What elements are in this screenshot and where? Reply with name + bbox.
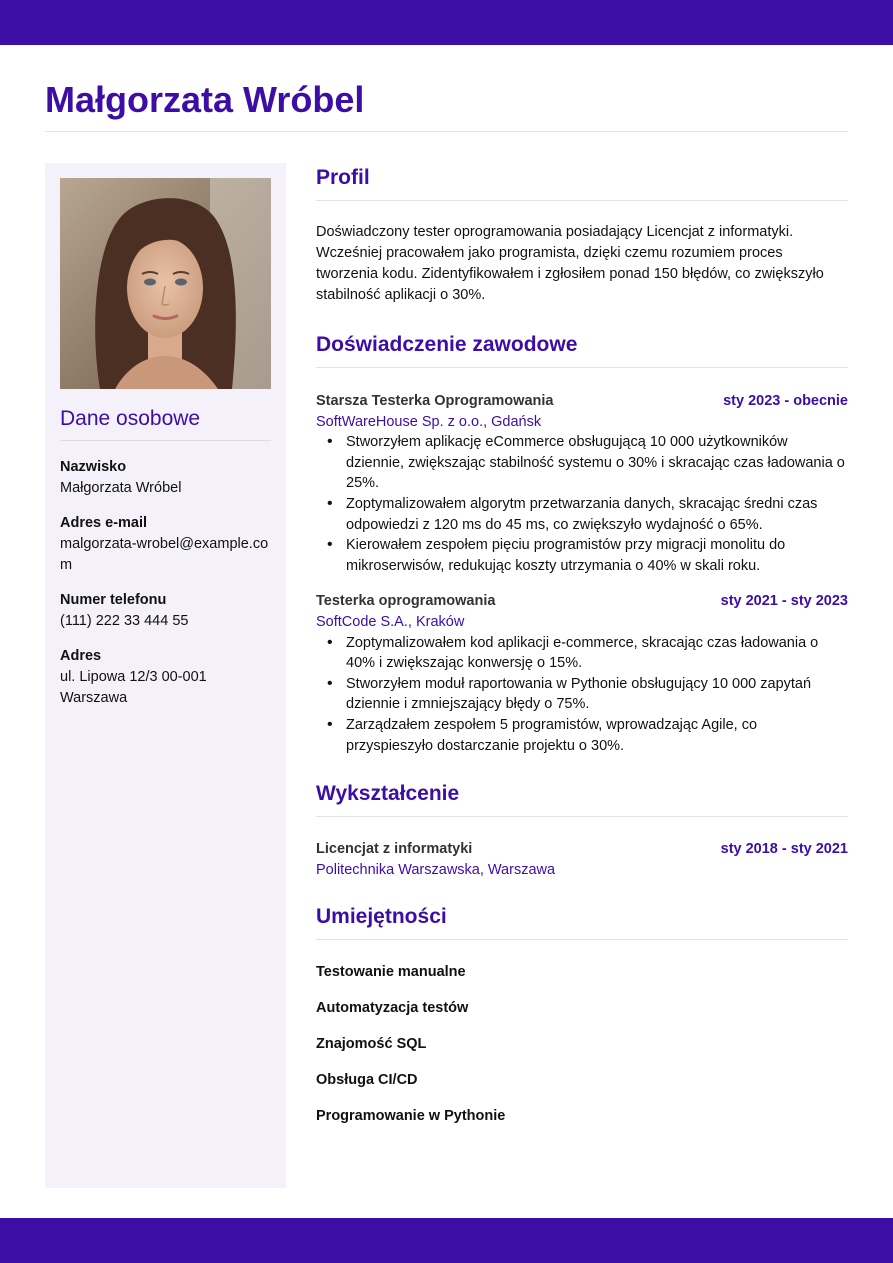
job-entry (316, 591, 848, 756)
candidate-name: Małgorzata Wróbel (45, 79, 365, 120)
job-company: SoftWareHouse Sp. z o.o., Gdańsk (316, 413, 542, 430)
job-company: SoftCode S.A., Kraków (316, 613, 465, 630)
skills-section (316, 902, 848, 1127)
job-date: sty 2023 - obecnie (723, 393, 848, 409)
section-divider (316, 939, 848, 940)
field-label: Adres (60, 648, 102, 664)
skill-item: Znajomość SQL (316, 1036, 427, 1053)
top-banner (0, 0, 893, 45)
job-bullets (316, 633, 848, 757)
job-date: sty 2021 - sty 2023 (720, 593, 848, 610)
sidebar (45, 163, 286, 1188)
personal-data-list (60, 457, 271, 723)
skill-item: Automatyzacja testów (316, 1000, 469, 1017)
field-phone (60, 590, 271, 632)
education-heading: Wykształcenie (316, 782, 460, 806)
job-entry (316, 391, 848, 576)
name-divider (45, 131, 848, 132)
job-bullet: • Stworzyłem moduł raportowania w Pythonie obsługujący 10 000 zapytań dziennie i zmniejszający błędy o 75%. (316, 674, 848, 715)
education-school: Politechnika Warszawska, Warszawa (316, 861, 556, 878)
field-address (60, 646, 271, 709)
field-label: Numer telefonu (60, 592, 167, 608)
education-date: sty 2018 - sty 2021 (720, 841, 848, 858)
skills-list (316, 962, 848, 1127)
field-value: ul. Lipowa 12/3 00-001 Warszawa (60, 669, 207, 706)
personal-data-divider (60, 440, 271, 441)
skill-item: Programowanie w Pythonie (316, 1108, 506, 1125)
job-bullet: • Zarządzałem zespołem 5 programistów, wprowadzając Agile, co przyspieszyło dostarczanie projektu o 30%. (316, 715, 848, 756)
bottom-banner (0, 1218, 893, 1263)
skill-item: Testowanie manualne (316, 964, 466, 981)
profile-heading: Profil (316, 166, 370, 189)
field-value: malgorzata-wrobel@example.com (60, 536, 269, 573)
job-bullet: • Stworzyłem aplikację eCommerce obsługującą 10 000 użytkowników dziennie, zwiększając stabilność systemu o 30% i skracając czas ładowania o 25%. (316, 432, 848, 494)
profile-text: Doświadczony tester oprogramowania posiadający Licencjat z informatyki. Wcześniej pracowałem jako programista, dzięki czemu rozumiem proces tworzenia kodu. Zidentyfikowałem i zgłosiłem ponad 150 błędów, co zwiększyło stabilność aplikacji o 30%. (316, 224, 824, 303)
profile-section (316, 163, 848, 306)
job-bullet: • Zoptymalizowałem kod aplikacji e-commerce, skracając czas ładowania o 40% i zwiększając konwersję o 15%. (316, 633, 848, 674)
field-email (60, 513, 271, 576)
education-section (316, 779, 848, 880)
experience-section (316, 330, 848, 756)
education-entry (316, 839, 848, 880)
personal-data-heading: Dane osobowe (60, 407, 201, 430)
section-divider (316, 816, 848, 817)
skills-heading: Umiejętności (316, 905, 447, 929)
education-degree: Licencjat z informatyki (316, 841, 473, 858)
experience-heading: Doświadczenie zawodowe (316, 333, 578, 356)
field-label: Adres e-mail (60, 515, 148, 531)
job-bullet: • Zoptymalizowałem algorytm przetwarzania danych, skracając średni czas odpowiedzi z 120 ms do 45 ms, co zwiększyło wydajność o 65%. (316, 494, 848, 535)
section-divider (316, 200, 848, 201)
field-label: Nazwisko (60, 459, 127, 475)
job-title: Testerka oprogramowania (316, 593, 496, 610)
field-value: (111) 222 33 444 55 (60, 613, 189, 629)
section-divider (316, 367, 848, 368)
job-title: Starsza Testerka Oprogramowania (316, 393, 554, 409)
main-content (316, 163, 848, 1142)
field-value: Małgorzata Wróbel (60, 480, 182, 496)
field-name (60, 457, 271, 499)
profile-photo (60, 178, 271, 389)
job-bullet: • Kierowałem zespołem pięciu programistów przy migracji monolitu do mikroserwisów, redukując koszty utrzymania o 40% w skali roku. (316, 535, 848, 576)
job-bullets (316, 432, 848, 576)
skill-item: Obsługa CI/CD (316, 1072, 418, 1089)
